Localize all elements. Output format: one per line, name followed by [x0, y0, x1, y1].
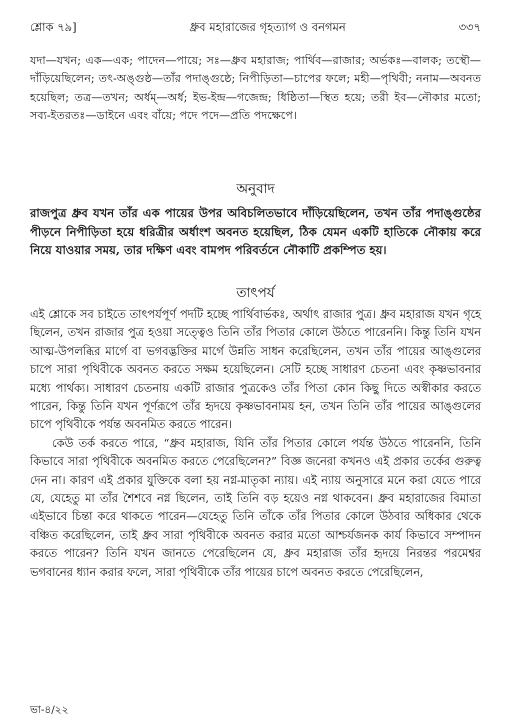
running-header: [30, 18, 481, 38]
page-number: ৩৩৭: [458, 19, 481, 34]
purport-paragraph-2: কেউ তর্ক করতে পারে, “ধ্রুব মহারাজ, যিনি তাঁর পিতার কোলে পর্যন্ত উঠতে পারেননি, তিনি কিভাবে সারা পৃথিবীকে অবনমিত করতে পেরেছিলেন?” বিজ্ঞ জনেরা কখনও এই প্রকার তর্কের গুরুত্ব দেন না। কারণ এই প্রকার যুক্তিকে বলা হয় নগ্ন-মাতৃকা ন্যায়। এই ন্যায় অনুসারে মনে করা যেতে পারে যে, যেহেতু মা তাঁর শৈশবে নগ্ন ছিলেন, তাই তিনি বড় হয়েও নগ্ন থাকবেন। ধ্রুব মহারাজের বিমাতা এইভাবে চিন্তা করে থাকতে পারেন—যেহেতু তিনি তাঁকে তাঁর পিতার কোলে উঠবার অধিকার থেকে বঞ্চিত করেছিলেন, তাই ধ্রুব সারা পৃথিবীকে অবনত করার মতো আশ্চর্যজনক কার্য কিভাবে সম্পাদন করতে পারেন? তিনি যখন জানতে পেরেছিলেন যে, ধ্রুব মহারাজ তাঁর হৃদয়ে নিরন্তর পরমেশ্বর ভগবানের ধ্যান করার ফলে, সারা পৃথিবীকে তাঁর পায়ের চাপে অবনত করতে পেরেছিলেন,: [30, 436, 481, 579]
translation-text: রাজপুত্র ধ্রুব যখন তাঁর এক পায়ের উপর অবিচলিতভাবে দাঁড়িয়েছিলেন, তখন তাঁর পদাঙ্গুষ্ঠের পীড়নে নিপীড়িতা হয়ে ধরিত্রীর অর্ধাংশ অবনত হয়েছিল, ঠিক যেমন একটি হাতিকে নৌকায় করে নিয়ে যাওয়ার সময়, তার দক্ষিণ এবং বামপদ পরিবর্তনে নৌকাটি প্রকম্পিত হয়।: [30, 206, 481, 258]
signature-mark: ভা-৪/২২: [30, 704, 69, 716]
chapter-title: ধ্রুব মহারাজের গৃহত্যাগ ও বনগমন: [189, 19, 346, 34]
synonyms-text: যদা—যখন; এক—এক; পাদেন—পায়ে; সঃ—ধ্রুব মহারাজ; পার্থিব—রাজার; অর্ভকঃ—বালক; তস্থৌ—দাঁড়িয়েছিলেন; তৎ-অঙ্গুষ্ঠ—তাঁর পদাঙ্গুষ্ঠে; নিপীড়িতা—চাপের ফলে; মহী—পৃথিবী; ননাম—অবনত হয়েছিল; তত্র—তখন; অর্ধম্—অর্ধ; ইভ-ইন্দ্র—গজেন্দ্র; ধিষ্ঠিতা—স্থিত হয়ে; তরী ইব—নৌকার মতো; সব্য-ইতরতঃ—ডাইনে এবং বাঁয়ে; পদে পদে—প্রতি পদক্ষেপে।: [30, 54, 481, 123]
translation-block: [30, 204, 481, 260]
purport-paragraph-1: এই শ্লোকে সব চাইতে তাৎপর্যপূর্ণ পদটি হচ্ছে পার্থিবার্ভকঃ, অর্থাৎ রাজার পুত্র। ধ্রুব মহারাজ যখন গৃহে ছিলেন, তখন রাজার পুত্র হওয়া সত্ত্বেও তিনি তাঁর পিতার কোলে উঠতে পারেননি। কিন্তু তিনি যখন আত্ম-উপলব্ধির মার্গে বা ভগবদ্ভক্তির মার্গে উন্নতি সাধন করেছিলেন, তখন তাঁর পায়ের আঙ্গুলের চাপে সারা পৃথিবীকে অবনত করতে সক্ষম হয়েছিলেন। সেটি হচ্ছে সাধারণ চেতনা এবং কৃষ্ণভাবনার মধ্যে পার্থক্য। সাধারণ চেতনায় একটি রাজার পুত্রকেও তাঁর পিতা কোন কিছু দিতে অস্বীকার করতে পারেন, কিন্তু তিনি যখন পূর্ণরূপে তাঁর হৃদয়ে কৃষ্ণভাবনাময় হন, তখন তিনি তাঁর পায়ের আঙ্গুলের চাপে পৃথিবীকে পর্যন্ত অবনমিত করতে পারেন।: [30, 308, 481, 432]
verse-reference: শ্লোক ৭৯]: [30, 19, 77, 34]
synonyms-block: [30, 52, 481, 126]
translation-heading: অনুবাদ: [236, 181, 275, 197]
purport-heading: তাৎপর্য: [236, 285, 275, 301]
purport-block: [30, 306, 481, 582]
